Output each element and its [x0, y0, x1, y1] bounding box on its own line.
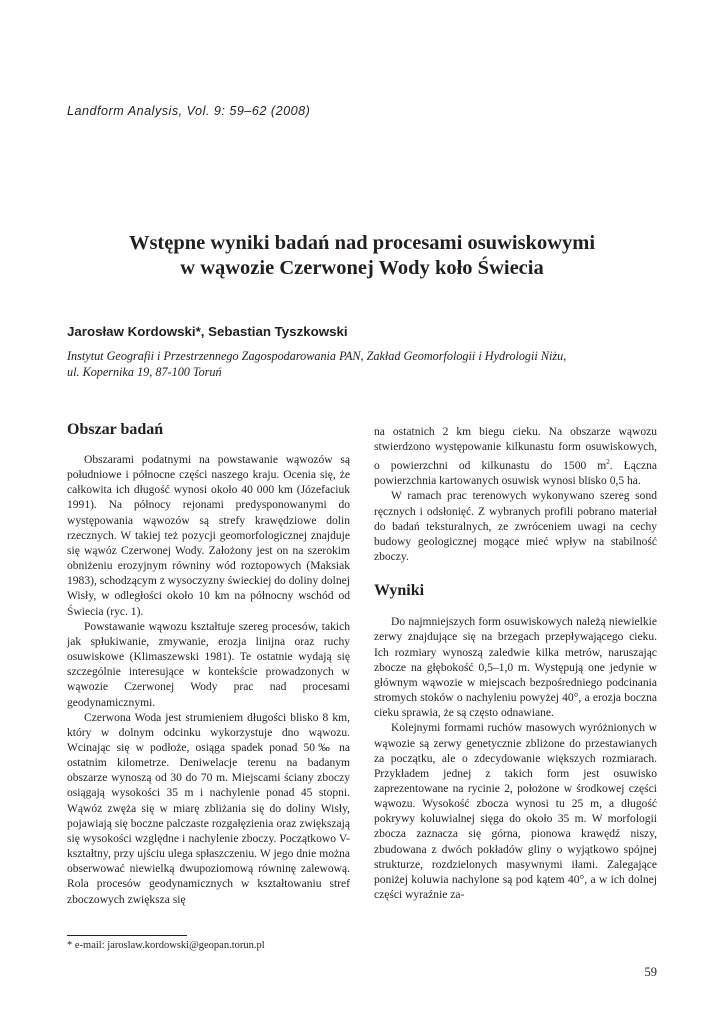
- paragraph: Obszarami podatnymi na powstawanie wąwozów są południowe i północne części naszego kraju. Ocenia się, że całkowita ich długość wynosi około 40 000 km (Józefaciuk 1991). Na północy rejonami predysponowanymi do występowania wąwozów są strefy krawędziowe dolin rzecznych. W takiej też pozycji geomorfologicznej znajduje się wąwóz Czerwonej Wody. Założony jest on na szerokim obniżeniu erozyjnym równiny wód roztopowych (Maksiak 1983), schodzącym z wysoczyzny świeckiej do doliny dolnej Wisły, w odległości około 10 km na północny wschód od Świecia (ryc. 1).: [67, 454, 350, 618]
- superscript: 2: [606, 458, 610, 467]
- left-column: [67, 421, 350, 908]
- affiliation: [67, 348, 667, 380]
- paragraph: W ramach prac terenowych wykonywano szereg sond ręcznych i odsłonięć. Z wybranych profili pobrano materiał do badań teksturalnych, ze zwróceniem uwagi na cechy budowy geologicznej mogące mieć wpływ na stabilność zboczy.: [374, 490, 657, 564]
- section-heading-obszar: Obszar badań: [67, 421, 164, 438]
- paragraph: Czerwona Woda jest strumieniem długości blisko 8 km, który w dolnym odcinku wykorzystuje dno wąwozu. Wcinając się w podłoże, osiąga spadek ponad 50‰ na ostatnim kilometrze. Deniwelacje terenu na badanym obszarze wynoszą od 30 do 70 m. Miejscami ściany zboczy osiągają wysokości 35 m i nachylenie ponad 45 stopni. Wąwóz zwęża się w miarę zbliżania się do doliny Wisły, pojawiają się boczne palczaste rozgałęzienia oraz zwiększają się wysokości względne i nachylenie zboczy. Początkowo V-kształtny, przy ujściu ulega spłaszczeniu. W jego dnie można obserwować niewielką dwupoziomową równinę zalewową. Rola procesów geodynamicznych w kształtowaniu stref zboczowych zwiększa się: [67, 711, 350, 906]
- paragraph: Kolejnymi formami ruchów masowych wyróżnionych w wąwozie są zerwy genetycznie zbliżone do przestawianych za początku, ale o zdecydowanie większych rozmiarach. Przykładem jednej z takich form jest osuwisko zaprezentowane na rycinie 2, położone w środkowej części wąwozu. Wysokość zbocza wynosi tu 25 m, a długość pokrywy koluwialnej sięga do około 35 m. W morfologii zbocza zaznacza się górna, pionowa krawędź niszy, zbudowana z dwóch pokładów gliny o wyjątkowo spójnej strukturze, rozdzielonych masywnymi iłami. Zalegające poniżej koluwia nachylone są pod kątem 40°, a w ich dolnej części wyraźnie za-: [374, 722, 657, 902]
- journal-citation: Landform Analysis, Vol. 9: 59–62 (2008): [67, 104, 311, 118]
- authors: Jarosław Kordowski*, Sebastian Tyszkowski: [67, 324, 348, 339]
- right-column: [374, 425, 657, 903]
- affiliation-line-2: ul. Kopernika 19, 87-100 Toruń: [67, 365, 222, 379]
- paragraph-text: . Łączna powierzchnia kartowanych osuwisk wynosi blisko 0,5 ha.: [374, 460, 657, 488]
- paragraph: [374, 425, 657, 489]
- article-title-line-2: w wąwozie Czerwonej Wody koło Świecia: [180, 257, 544, 279]
- section-heading-wyniki: Wyniki: [374, 582, 425, 600]
- affiliation-line-1: Instytut Geografii i Przestrzennego Zagospodarowania PAN, Zakład Geomorfologii i Hydrologii Niżu,: [67, 349, 567, 363]
- paragraph-text: na ostatnich 2 km biegu cieku. Na obszarze wąwozu stwierdzono występowanie kilkunastu form osuwiskowych, o powierzchni od kilkunastu do 1500 m: [374, 426, 657, 473]
- page-number: 59: [644, 965, 657, 979]
- article-title: [0, 231, 724, 281]
- paragraph: Do najmniejszych form osuwiskowych należą niewielkie zerwy znajdujące się na brzegach przepływającego cieku. Ich rozmiary wynoszą zaledwie kilka metrów, naruszając zbocze na głębokość 0,5–1,0 m. Występują one jedynie w głównym wąwozie w miejscach bezpośredniego podcinania stromych stoków o nachyleniu powyżej 40°, a erozja boczna cieku sprawia, że są często odnawiane.: [374, 616, 657, 720]
- footnote: * e-mail: jaroslaw.kordowski@geopan.torun.pl: [67, 940, 265, 951]
- footnote-divider: [67, 935, 187, 936]
- paragraph: Powstawanie wąwozu kształtuje szereg procesów, takich jak spłukiwanie, zmywanie, erozja linijna oraz ruchy osuwiskowe (Klimaszewski 1981). Te ostatnie wydają się szczególnie interesujące w kontekście prowadzonych w wąwozie Czerwonej Wody prac nad procesami geodynamicznymi.: [67, 620, 350, 709]
- article-title-line-1: Wstępne wyniki badań nad procesami osuwiskowymi: [128, 232, 596, 254]
